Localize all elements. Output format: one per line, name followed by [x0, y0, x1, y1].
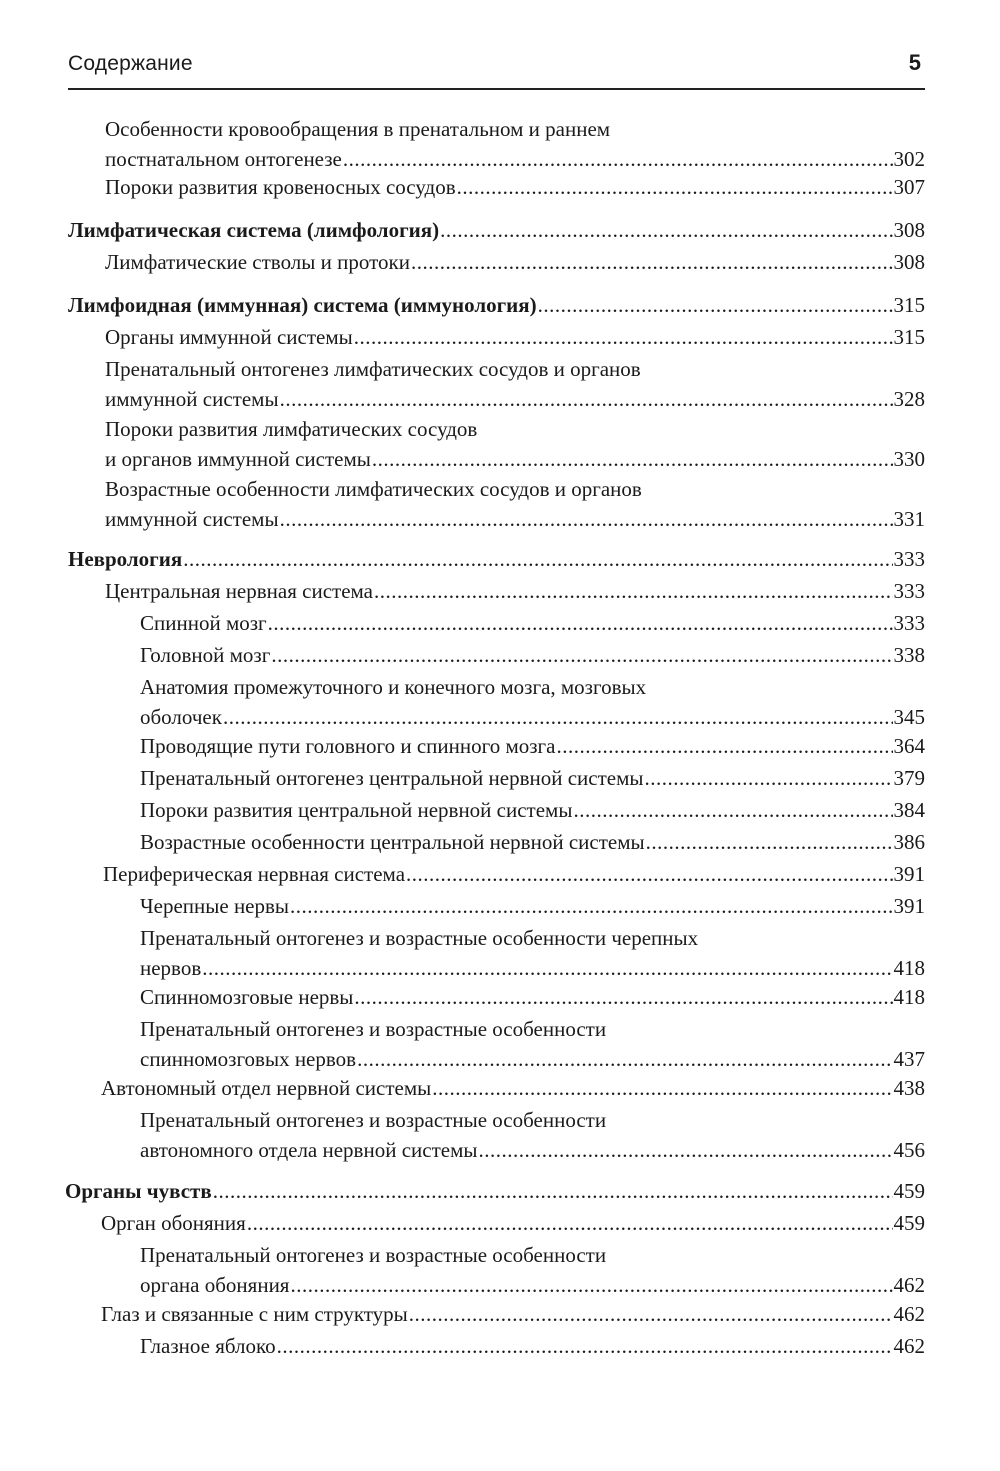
toc-entry-page: 307: [893, 175, 925, 199]
leader-dots: [411, 247, 893, 277]
toc-entry-title-line1: Пороки развития лимфатических сосудов: [105, 417, 478, 441]
toc-entry-page: 333: [893, 547, 925, 571]
toc-entry-page: 462: [893, 1334, 925, 1358]
toc-entry: [105, 474, 925, 534]
toc-entry-page: 379: [893, 766, 925, 790]
toc-section-title: Лимфатическая система (лимфология): [68, 218, 440, 242]
toc-entry-title: Центральная нервная система: [105, 579, 373, 603]
toc-entry-title: Возрастные особенности центральной нервной системы: [140, 830, 645, 854]
leader-dots: [374, 576, 893, 606]
toc-entry-title-line2: органа обоняния: [140, 1273, 290, 1297]
toc-entry: [101, 1299, 925, 1329]
leader-dots: [372, 444, 893, 474]
leader-dots: [538, 290, 893, 320]
toc-subentry: [140, 891, 925, 921]
toc-entry: [105, 247, 925, 277]
toc-entry-page: 338: [893, 643, 925, 667]
toc-subentry: [140, 672, 925, 732]
toc-entry: [105, 354, 925, 414]
toc-entry-title-line2: и органов иммунной системы: [105, 447, 371, 471]
toc-entry: [101, 1208, 925, 1238]
toc-entry: [105, 576, 925, 606]
toc-entry-page: 315: [893, 325, 925, 349]
leader-dots: [646, 827, 893, 857]
toc-entry-title-line1: Анатомия промежуточного и конечного мозга, мозговых: [140, 675, 647, 699]
toc-entry-page: 462: [893, 1273, 925, 1297]
leader-dots: [645, 763, 893, 793]
leader-dots: [354, 982, 892, 1012]
toc-section: [65, 1176, 925, 1206]
toc-subentry: [140, 923, 925, 983]
leader-dots: [213, 1176, 893, 1206]
toc-entry-title-line1: Пренатальный онтогенез лимфатических сосудов и органов: [105, 357, 641, 381]
toc-subentry: [140, 1105, 925, 1165]
toc-subentry: [140, 763, 925, 793]
toc-entry-title-line1: Особенности кровообращения в пренатальном и раннем: [105, 117, 611, 141]
toc-entry-title-line1: Пренатальный онтогенез и возрастные особенности черепных: [140, 926, 699, 950]
toc-entry: [105, 322, 925, 352]
toc-entry-page: 308: [893, 250, 925, 274]
leader-dots: [223, 702, 893, 732]
leader-dots: [573, 795, 892, 825]
toc-entry-page: 391: [893, 862, 925, 886]
toc-entry-page: 315: [893, 293, 925, 317]
toc-entry-title: Спинной мозг: [140, 611, 267, 635]
toc-entry-title-line2: иммунной системы: [105, 507, 279, 531]
header-title: Содержание: [68, 52, 193, 75]
leader-dots: [290, 1270, 892, 1300]
leader-dots: [357, 1044, 892, 1074]
toc-section-title: Лимфоидная (иммунная) система (иммунология): [68, 293, 537, 317]
leader-dots: [457, 172, 893, 202]
toc-entry-title: Пороки развития кровеносных сосудов: [105, 175, 456, 199]
toc-subentry: [140, 795, 925, 825]
leader-dots: [290, 891, 892, 921]
toc-entry: [105, 414, 925, 474]
running-header: [68, 50, 925, 90]
toc-entry-title-line1: Пренатальный онтогенез и возрастные особенности: [140, 1243, 607, 1267]
toc-entry-page: 331: [893, 507, 925, 531]
toc-section: [68, 544, 925, 574]
toc-entry-page: 364: [893, 734, 925, 758]
leader-dots: [406, 859, 892, 889]
toc-entry-page: 391: [893, 894, 925, 918]
toc-entry: [105, 114, 925, 174]
toc-entry-title-line1: Пренатальный онтогенез и возрастные особенности: [140, 1108, 607, 1132]
toc-entry-title: Глаз и связанные с ним структуры: [101, 1302, 408, 1326]
toc-section-title: Органы чувств: [65, 1179, 212, 1203]
toc-section: [68, 215, 925, 245]
toc-entry-page: 418: [893, 956, 925, 980]
toc-entry-title: Пороки развития центральной нервной системы: [140, 798, 573, 822]
toc-entry: [101, 1073, 925, 1103]
toc-entry-title-line1: Пренатальный онтогенез и возрастные особенности: [140, 1017, 607, 1041]
toc-entry-page: 328: [893, 387, 925, 411]
toc-entry-page: 333: [893, 611, 925, 635]
leader-dots: [556, 731, 892, 761]
toc-entry-page: 302: [893, 147, 925, 171]
toc-entry-title-line2: автономного отдела нервной системы: [140, 1138, 478, 1162]
leader-dots: [277, 1331, 893, 1361]
toc-entry-page: 333: [893, 579, 925, 603]
toc-entry-page: 438: [893, 1076, 925, 1100]
toc-entry-title: Проводящие пути головного и спинного мозга: [140, 734, 556, 758]
toc-entry-page: 308: [893, 218, 925, 242]
toc-entry-page: 462: [893, 1302, 925, 1326]
leader-dots: [432, 1073, 892, 1103]
toc-entry-title-line2: оболочек: [140, 705, 222, 729]
leader-dots: [247, 1208, 893, 1238]
toc-entry-title-line2: нервов: [140, 956, 202, 980]
leader-dots: [202, 953, 892, 983]
toc-entry-title: Автономный отдел нервной системы: [101, 1076, 432, 1100]
toc-entry-title: Лимфатические стволы и протоки: [105, 250, 410, 274]
toc-subentry: [140, 640, 925, 670]
toc-section-title: Неврология: [68, 547, 183, 571]
toc-section: [68, 290, 925, 320]
leader-dots: [280, 504, 893, 534]
leader-dots: [343, 144, 893, 174]
toc-entry-title: Спинномозговые нервы: [140, 985, 354, 1009]
header-page-number: 5: [908, 50, 921, 75]
toc-entry-title: Головной мозг: [140, 643, 271, 667]
toc-entry-page: 345: [893, 705, 925, 729]
toc-subentry: [140, 731, 925, 761]
toc-subentry: [140, 1014, 925, 1074]
toc-entry-title-line2: иммунной системы: [105, 387, 279, 411]
toc-entry-title-line2: постнатальном онтогенезе: [105, 147, 342, 171]
toc-entry-title: Пренатальный онтогенез центральной нервной системы: [140, 766, 644, 790]
toc-entry-title: Периферическая нервная система: [103, 862, 406, 886]
toc-entry: [105, 172, 925, 202]
toc-entry-page: 386: [893, 830, 925, 854]
toc-entry-page: 437: [893, 1047, 925, 1071]
leader-dots: [183, 544, 892, 574]
toc-entry-title-line2: спинномозговых нервов: [140, 1047, 357, 1071]
toc-subentry: [140, 827, 925, 857]
toc-entry-title: Органы иммунной системы: [105, 325, 353, 349]
toc-entry-page: 418: [893, 985, 925, 1009]
toc-entry-page: 456: [893, 1138, 925, 1162]
toc-entry-title: Глазное яблоко: [140, 1334, 276, 1358]
toc-entry: [103, 859, 925, 889]
toc-subentry: [140, 982, 925, 1012]
toc-entry-title: Черепные нервы: [140, 894, 290, 918]
toc-entry-title: Орган обоняния: [101, 1211, 246, 1235]
toc-entry-page: 384: [893, 798, 925, 822]
leader-dots: [440, 215, 892, 245]
leader-dots: [271, 640, 892, 670]
leader-dots: [409, 1299, 893, 1329]
toc-entry-page: 459: [893, 1179, 925, 1203]
toc-entry-title-line1: Возрастные особенности лимфатических сосудов и органов: [105, 477, 642, 501]
leader-dots: [478, 1135, 892, 1165]
leader-dots: [268, 608, 893, 638]
leader-dots: [354, 322, 893, 352]
toc-entry-page: 330: [893, 447, 925, 471]
toc-subentry: [140, 1240, 925, 1300]
leader-dots: [280, 384, 893, 414]
toc-subentry: [140, 1331, 925, 1361]
toc-entry-page: 459: [893, 1211, 925, 1235]
toc-subentry: [140, 608, 925, 638]
